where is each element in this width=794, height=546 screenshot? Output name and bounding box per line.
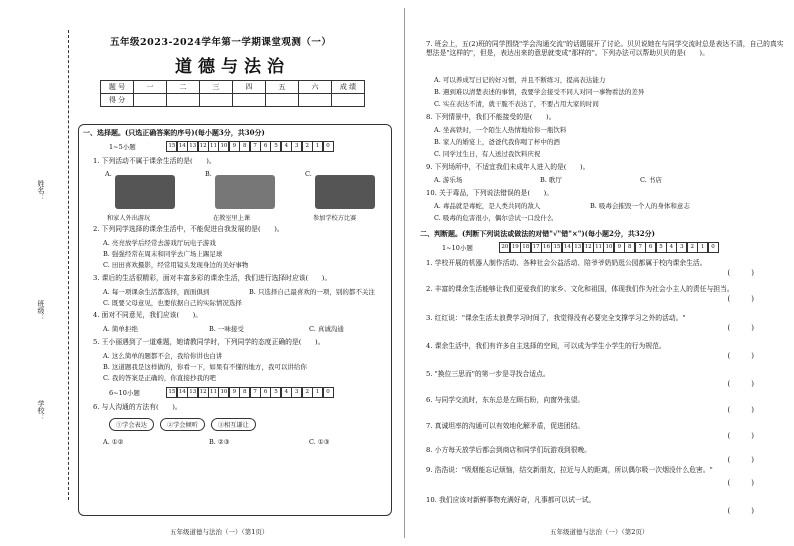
section2-title: 二、判断题。(判断下列说法或做法的对错"√"错"×")(每小题2分，共32分) bbox=[420, 229, 655, 238]
judge-9: 9. 浩浩说："吸烟能忘记烦恼，结交新朋友，拉近与人的距离，所以偶尔吸一次烟没什么危害。" bbox=[426, 466, 713, 474]
score-table: 题 号 一 二 三 四 五 六 成 绩 得 分 bbox=[100, 80, 365, 107]
question-5: 5. 王小丽遇到了一道难题，她请教同学时，下列同学的态度正确的是( )。 bbox=[93, 338, 325, 346]
right-page: 7. 班会上，五(2)班的同学围绕"学会沟通交流"的话题展开了讨论。贝贝说她在与同学交流时总是表达不清，自己的真实想法是"这样的"，但是，表达出来的意思就变成"那样的"。下列办法可以帮助贝贝的是( )。 A. 可以养成写日记的好习惯，并且不断练习，提高表达能力 B. 遇到难以清楚表述的事情，我要学会接受不同人对同一事物看法的差异 C. 实在表达不清，就干脆不表达了，不要占用大家的时间 8. 下列情景中，我们不能接受的是( )。 A. 坐高铁时，一个陌生人热情地给你一瓶饮料 B. 家人的婚宴上，爸爸代我你喝了杯中的酒 C. 同学过生日，有人送过我饮料庆祝 9. 下列场所中，不适宜我们未成年人进入的是( )。 A. 游乐场 B. 歌厅 C. 书店 10. 关于毒品，下列说法错误的是( )。 A. 毒品就是毒蛇，是人类共同的敌人 B. 吸毒会摧毁一个人的身体和意志 C. 吸毒的危害很小，偶尔尝试一口没什么 二、判断题。(判断下列说法或做法的对错"√"错"×")(每小题2分，共32分) 1~10小题 20 19 18 17 16 15 14 13 12 11 10 9 8 7 6 5 4 3 2 1 0 1. 学校开展的机器人制作活动、各种社会公益活动、陪爷爷奶奶逛公园都属于校内课余生活。 ( ) 2. 丰富的课余生活能够让我们更爱我们的家乡、文化和祖国，体现我们作为社会小主人的责任与担当。 ( ) 3. 红红说："课余生活太浪费学习时间了，我觉得没有必要完全支撑学习之外的活动。" ( ) 4. 课余生活中，我们有许多自主选择的空间，可以成为学生小学生的行为规范。 ( ) 5. "换位三思而"的第一步是寻找合适点。 ( ) 6. 与同学交流时，东东总是左顾右盼，向窗外张望。 ( ) 7. 真诚坦率的沟通可以有效地化解矛盾，促进团结。 ( ) 8. 小方每天放学后都会到商店和同学们玩游戏到很晚。 ( ) 9. 浩浩说："吸烟能忘记烦恼，结交新朋友，拉近与人的距离，所以偶尔吸一次烟没什么危害。" ( ) 10. 我们应该对新鲜事物充满好奇，凡事都可以试一试。 ( ) 五年级道德与法治（一）（第2页） bbox=[410, 0, 794, 546]
judge-10: 10. 我们应该对新鲜事物充满好奇，凡事都可以试一试。 bbox=[426, 496, 596, 504]
name-label: 姓名： bbox=[37, 180, 45, 201]
question-4: 4. 面对不同意见，我们应该( )。 bbox=[93, 311, 203, 319]
answer-row-2[interactable]: 6~10小题 15 14 13 12 11 10 9 8 7 6 5 4 3 2 1 0 bbox=[109, 387, 334, 398]
question-10: 10. 关于毒品，下列说法错误的是( )。 bbox=[426, 189, 554, 197]
judge-3: 3. 红红说："课余生活太浪费学习时间了，我觉得没有必要完全支撑学习之外的活动。" bbox=[426, 314, 686, 322]
question-8: 8. 下列情景中，我们不能接受的是( )。 bbox=[426, 113, 556, 121]
answer-row-1[interactable]: 1~5小题 15 14 13 12 11 10 9 8 7 6 5 4 3 2 1 0 bbox=[109, 141, 334, 152]
judge-6: 6. 与同学交流时，东东总是左顾右盼，向窗外张望。 bbox=[426, 396, 585, 404]
judge-2: 2. 丰富的课余生活能够让我们更爱我们的家乡、文化和祖国，体现我们作为社会小主人的责任与担当。 bbox=[426, 285, 734, 293]
question-9: 9. 下列场所中，不适宜我们未成年人进入的是( )。 bbox=[426, 163, 590, 171]
exam-title: 五年级2023-2024学年第一学期课堂观测（一） bbox=[110, 37, 332, 48]
q6-items: ①学会表达 ②学会倾听 ③相互谦让 bbox=[109, 418, 256, 431]
question-6: 6. 与人沟通的方法有( )。 bbox=[93, 403, 182, 411]
cut-line bbox=[68, 30, 69, 500]
judge-8: 8. 小方每天放学后都会到商店和同学们玩游戏到很晚。 bbox=[426, 446, 591, 454]
answer-row-3[interactable]: 1~10小题 20 19 18 17 16 15 14 13 12 11 10 9 8 7 6 5 4 3 2 1 0 bbox=[442, 242, 719, 253]
footer-page1: 五年级道德与法治（一）（第1页） bbox=[170, 528, 269, 536]
question-3: 3. 课后的生活很精彩，面对丰富多彩的课余生活，我们进行选择时应该( )。 bbox=[93, 274, 332, 282]
page-divider bbox=[404, 8, 405, 538]
section-title: 一、选择题。(只选正确答案的序号)(每小题3分，共30分) bbox=[83, 128, 265, 137]
question-7: 7. 班会上，五(2)班的同学围绕"学会沟通交流"的话题展开了讨论。贝贝说她在与同学交流时总是表达不清，自己的真实想法是"这样的"，但是，表达出来的意思就变成"那样的"。下列办法可以帮助贝贝的是( )。 bbox=[426, 40, 784, 57]
question-1: 1. 下列活动不属于课余生活的是( )。 bbox=[93, 157, 216, 165]
picture-school-competition bbox=[315, 175, 375, 209]
footer-page2: 五年级道德与法治（一）（第2页） bbox=[550, 528, 649, 536]
school-label: 学校： bbox=[37, 400, 45, 421]
judge-7: 7. 真诚坦率的沟通可以有效地化解矛盾，促进团结。 bbox=[426, 422, 585, 430]
question-2: 2. 下列同学选择的课余生活中，不能促进自我发展的是( )。 bbox=[93, 225, 284, 233]
picture-classroom bbox=[215, 175, 275, 209]
judge-4: 4. 课余生活中，我们有许多自主选择的空间，可以成为学生小学生的行为规范。 bbox=[426, 342, 666, 350]
subject-title: 道德与法治 bbox=[175, 57, 290, 77]
judge-1: 1. 学校开展的机器人制作活动、各种社会公益活动、陪爷爷奶奶逛公园都属于校内课余生活。 bbox=[426, 259, 707, 267]
picture-family-outing bbox=[115, 175, 175, 209]
binding-strip bbox=[6, 20, 66, 520]
class-label: 班级： bbox=[37, 300, 45, 321]
judge-5: 5. "换位三思而"的第一步是寻找合适点。 bbox=[426, 370, 550, 378]
question-box: 一、选择题。(只选正确答案的序号)(每小题3分，共30分) 1~5小题 15 14 13 12 11 10 9 8 7 6 5 4 3 2 1 0 1. 下列活动不属于课余生活的是( )。 A. B. C. 和家人外出游玩 在教室里上课 参加学校方比赛 2. 下列同学选择的课余生活中，不能促进自我发展的是( )。 A. 亮亮放学后经常去游戏厅玩电子游戏 B. 强强经常在周末和同学去广场上踢足球 C. 田田喜欢摄影，经常用镜头发现身边的美好事物 3. 课后的生活很精彩，面对丰富多彩的课余生活，我们进行选择时应该( )。 A. 每一项课余生活都选择，面面俱到 B. 只选择自己最喜欢的一项，别的都不关注 C. 既要父母意见，也要依据自己的实际情况选择 4. 面对不同意见，我们应该( )。 A. 简单拒绝 B. 一味接受 C. 真诚沟通 5. 王小丽遇到了一道难题，她请教同学时，下列同学的态度正确的是( )。 A. 这么简单的题都不会，我给你讲也白讲 B. 这道题我是这样做的，你看一下，如果有不懂的地方，我可以讲给你 C. 我的答案是正确的，你直接抄我的吧 6~10小题 15 14 13 12 11 10 9 8 7 6 5 4 3 2 1 0 6. 与人沟通的方法有( )。 ①学会表达 ②学会倾听 ③相互谦让 A. ①② B. ②③ C. ①③ bbox=[78, 124, 392, 516]
